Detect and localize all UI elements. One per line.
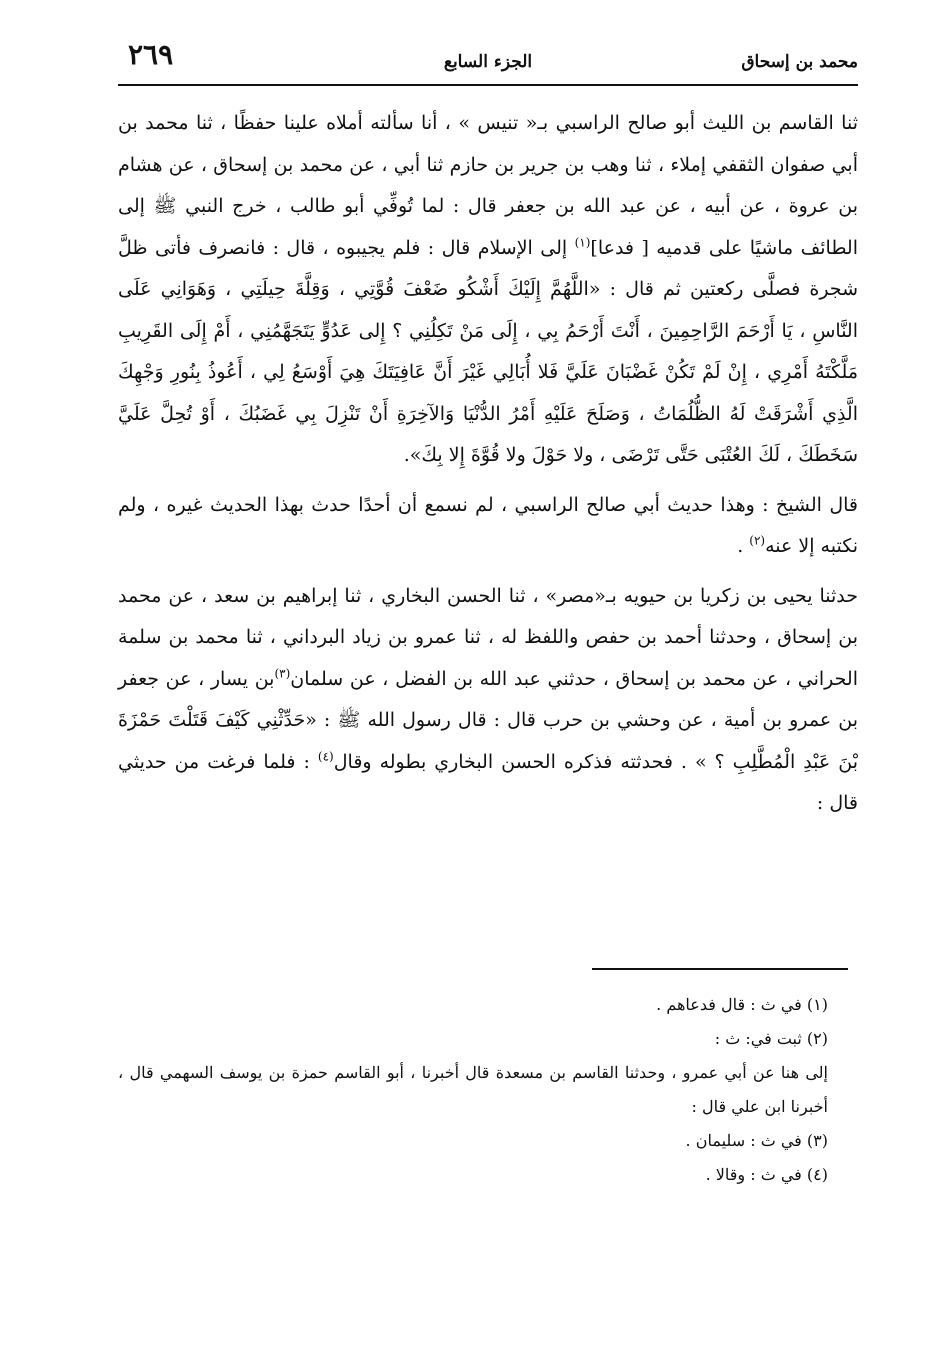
paragraph-text: بن يسار ، عن جعفر بن عمرو بن أمية ، عن وحشي بن حرب قال : قال رسول الله ﷺ : «حَدِّثْنِي كَيْفَ قَتَلْتَ حَمْزَةَ بْنَ عَبْدِ الْمُطَّلِبِ ؟ » . فحدثته فذكره الحسن البخاري بطوله وقال: [118, 667, 858, 773]
paragraph-text: حدثنا يحيى بن زكريا بن حيويه بـ«مصر» ، ثنا الحسن البخاري ، ثنا إبراهيم بن سعد ، عن محمد بن إسحاق ، وحدثنا أحمد بن حفص واللفظ له ، ثنا عمرو بن زياد البرداني ، ثنا محمد بن سلمة الحراني ، عن محمد بن إسحاق ، حدثني عبد الله بن الفضل ، عن سلمان: [118, 584, 858, 690]
paragraph-text: قال الشيخ : وهذا حديث أبي صالح الراسبي ، لم نسمع أن أحدًا حدث بهذا الحديث غيره ، ولم نكتبه إلا عنه: [118, 493, 858, 557]
footnote-ref: (٤): [317, 749, 334, 764]
book-title: محمد بن إسحاق: [741, 52, 858, 72]
footnote: (٢) ثبت في: ث :: [714, 1029, 828, 1048]
paragraph-text: ثنا القاسم بن الليث أبو صالح الراسبي بـ« تنيس » ، أنا سألته أملاه علينا حفظًا ، ثنا محمد بن أبي صفوان الثقفي إملاء ، ثنا وهب بن جرير بن حازم ثنا أبي ، عن محمد بن إسحاق ، عن هشام بن عروة ، عن أبيه ، عن عبد الله بن جعفر قال : لما تُوفِّي أبو طالب ، خرج النبي ﷺ إلى الطائف ماشيًا على قدميه [ فدعا]: [118, 112, 858, 259]
footnotes: [118, 988, 858, 1192]
footnote: (١) في ث : قال فدعاهم .: [656, 995, 828, 1014]
page-header: [118, 38, 858, 86]
footnote-ref: (٣): [274, 666, 291, 681]
footnote: (٤) في ث : وقالا .: [705, 1165, 828, 1184]
paragraph-hadith-taif: [118, 103, 858, 477]
paragraph-wahshi: [118, 576, 858, 825]
footnote-ref: (١): [574, 235, 591, 250]
footnote-ref: (٢): [749, 533, 766, 548]
paragraph-sheikh-comment: [118, 485, 858, 568]
paragraph-text: .: [737, 535, 750, 557]
header-rule: [118, 84, 858, 86]
main-text: [118, 103, 858, 825]
volume-label: الجزء السابع: [443, 52, 533, 72]
paragraph-text: إلى الإسلام قال : فلم يجيبوه ، قال : فانصرف فأتى ظلَّ شجرة فصلَّى ركعتين ثم قال : «اللَّهُمَّ إِلَيْكَ أَشْكُو ضَعْفَ قُوَّتِي ، وَقِلَّةَ حِيلَتِي ، وَهَوَانِي عَلَى النَّاسِ ، يَا أَرْحَمَ الرَّاحِمِينَ ، أَنْتَ أَرْحَمُ بِي ، إِلَى مَنْ تَكِلُنِي ؟ إِلى عَدُوٍّ يَتَجَهَّمُنِي ، أَمْ إِلَى القَرِيبِ مَلَّكْتَهُ أَمْرِي ، إِنْ لَمْ تَكُنْ غَضْبَانَ عَلَيَّ فَلا أُبَالِي غَيْرَ أَنَّ عَافِيَتَكَ هِيَ أَوْسَعُ لِي ، أَعُوذُ بِنُورِ وَجْهِكَ الَّذِي أَشْرَقَتْ لَهُ الظُّلُمَاتُ ، وَصَلَحَ عَلَيْهِ أَمْرُ الدُّنْيَا وَالآخِرَةِ أَنْ تَنْزِلَ بِي غَضَبُكَ ، أَوْ تُحِلَّ عَلَيَّ سَخَطَكَ ، لَكَ العُتْبَى حَتَّى تَرْضَى ، ولا حَوْلَ ولا قُوَّةَ إِلا بِكَ».: [118, 236, 858, 466]
page-number: ٢٦٩: [128, 38, 174, 71]
footnote-separator: [592, 968, 848, 970]
paragraph-text: : فلما فرغت من حديثي قال :: [118, 750, 858, 814]
footnote: (٣) في ث : سليمان .: [685, 1131, 828, 1150]
footnote-continuation: إلى هنا عن أبي عمرو ، وحدثنا القاسم بن مسعدة قال أخبرنا ، أبو القاسم حمزة بن يوسف السهمي قال ، أخبرنا ابن علي قال :: [118, 1063, 828, 1116]
